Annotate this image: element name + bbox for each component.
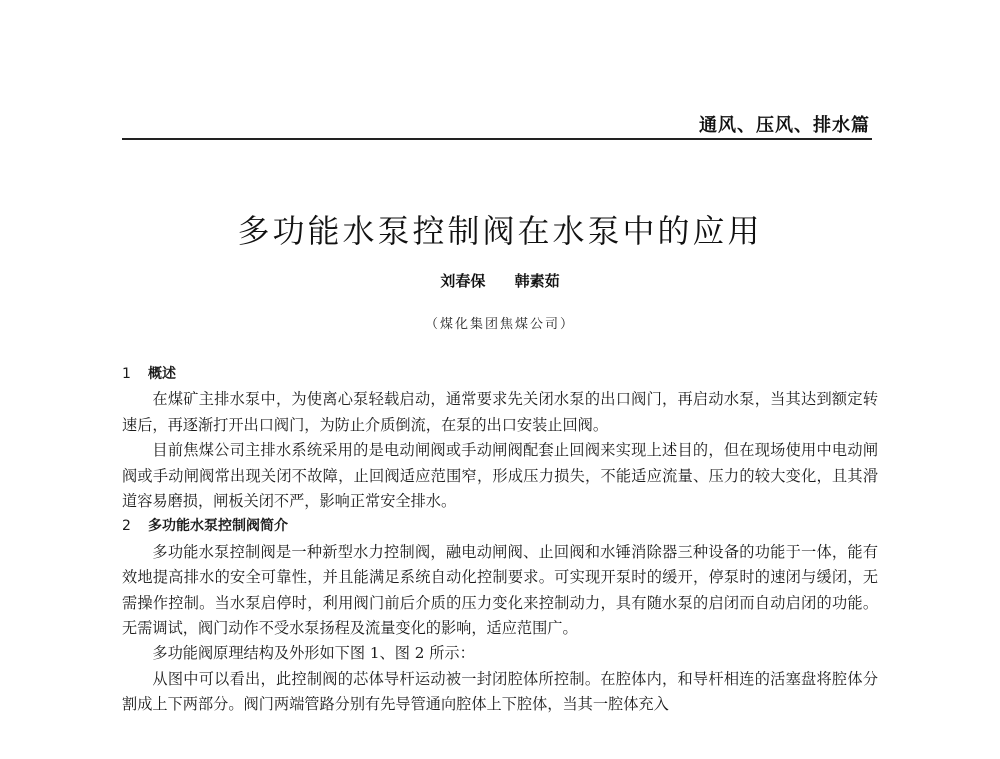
section-number: 1 <box>122 366 131 382</box>
section-heading <box>122 514 878 539</box>
paragraph: 多功能阀原理结构及外形如下图 1、图 2 所示： <box>152 644 475 663</box>
author-list <box>0 270 1000 291</box>
section-number: 2 <box>122 518 131 535</box>
author-affiliation: （煤化集团焦煤公司） <box>424 317 575 332</box>
paragraph: 多功能水泵控制阀是一种新型水力控制阀，融电动闸阀、止回阀和水锤消除器三种设备的功能于一体，能有效地提高排水的安全可靠性，并且能满足系统自动化控制要求。可实现开泵时的缓开，停泵时的速闭与缓闭，无需操作控制。当水泵启停时，利用阀门前后介质的压力变化来控制动力，具有随水泵的启闭而自动启闭的功能。无需调试，阀门动作不受水泵扬程及流量变化的影响，适应范围广。 <box>122 542 878 638</box>
section-title: 概述 <box>148 366 176 382</box>
section-title: 多功能水泵控制阀简介 <box>148 518 288 535</box>
paragraph: 在煤矿主排水泵中，为使离心泵轻载启动，通常要求先关闭水泵的出口阀门，再启动水泵，当其达到额定转速后，再逐渐打开出口阀门，为防止介质倒流，在泵的出口安装止回阀。 <box>122 390 878 434</box>
header-rule <box>122 138 872 140</box>
running-header: 通风、压风、排水篇 <box>699 115 870 136</box>
author-name: 刘春保 <box>440 272 486 290</box>
paragraph: 从图中可以看出，此控制阀的芯体导杆运动被一封闭腔体所控制。在腔体内，和导杆相连的活塞盘将腔体分割成上下两部分。阀门两端管路分别有先导管通向腔体上下腔体，当其一腔体充入 <box>122 669 878 714</box>
section-heading <box>122 362 878 387</box>
author-name: 韩素茹 <box>514 272 560 290</box>
article-body <box>122 362 878 718</box>
paragraph: 目前焦煤公司主排水系统采用的是电动闸阀或手动闸阀配套止回阀来实现上述目的，但在现场使用中电动闸阀或手动闸阀常出现关闭不故障，止回阀适应范围窄，形成压力损失，不能适应流量、压力的较大变化，且其滑道容易磨损，闸板关闭不严，影响正常安全排水。 <box>122 441 878 511</box>
article-title: 多功能水泵控制阀在水泵中的应用 <box>237 212 763 250</box>
